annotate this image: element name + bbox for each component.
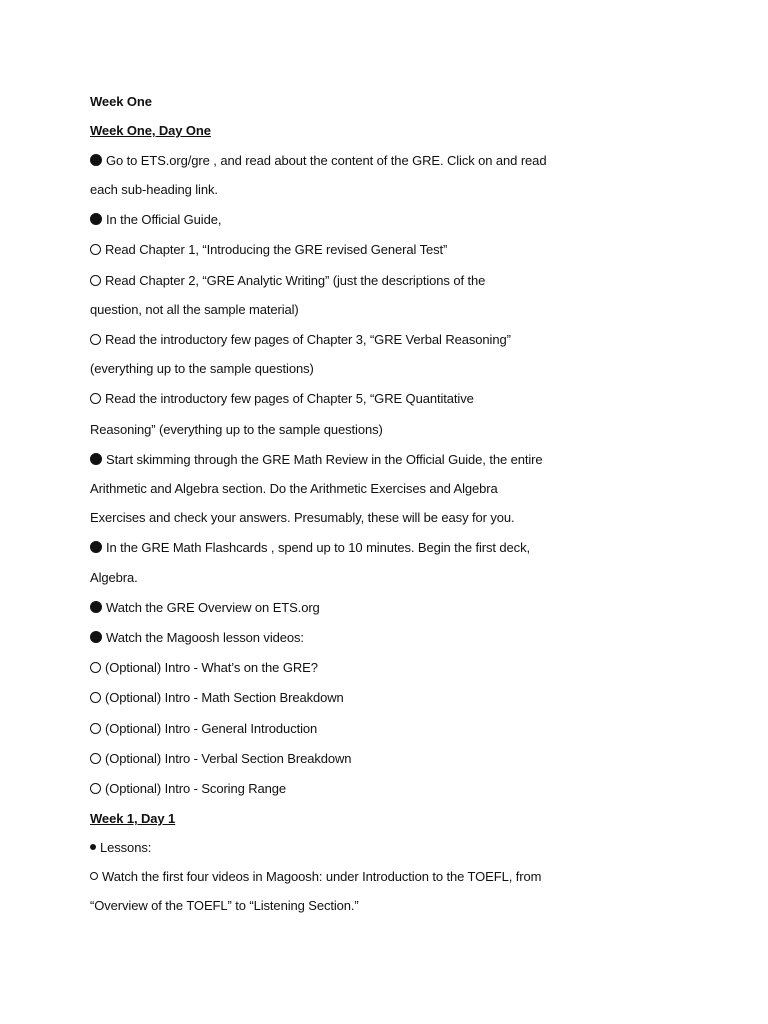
sub-bullet-item [90, 331, 511, 349]
open-bullet-icon [90, 275, 101, 286]
sub-bullet-item [90, 272, 485, 290]
open-bullet-icon [90, 692, 101, 703]
sub-bullet-text: (Optional) Intro - General Introduction [105, 721, 318, 736]
heading-text: Week One [90, 94, 152, 109]
bullet-continuation [90, 569, 138, 587]
sub-bullet-text: “Overview of the TOEFL” to “Listening Section.” [90, 898, 359, 913]
bullet-text: Algebra. [90, 570, 138, 585]
sub-bullet-text: Read Chapter 1, “Introducing the GRE revised General Test” [105, 242, 448, 257]
sub-bullet-item [90, 750, 351, 768]
small-open-bullet-icon [90, 872, 98, 880]
bullet-text: Lessons: [100, 840, 152, 855]
sub-bullet-item [90, 689, 344, 707]
bullet-continuation [90, 480, 498, 498]
filled-bullet-icon [90, 631, 102, 643]
open-bullet-icon [90, 783, 101, 794]
sub-bullet-continuation [90, 360, 314, 378]
subheading-text: Week 1, Day 1 [90, 811, 176, 826]
sub-bullet-item [90, 390, 474, 408]
open-bullet-icon [90, 753, 101, 764]
bullet-text: In the GRE Math Flashcards , spend up to 10 minutes. Begin the first deck, [106, 540, 530, 555]
filled-bullet-icon [90, 453, 102, 465]
filled-bullet-icon [90, 541, 102, 553]
sub-bullet-text: Read the introductory few pages of Chapter 3, “GRE Verbal Reasoning” [105, 332, 511, 347]
bullet-continuation [90, 181, 218, 199]
bullet-text: Watch the Magoosh lesson videos: [106, 630, 304, 645]
subheading-week-one-day-one [90, 122, 211, 140]
filled-bullet-icon [90, 213, 102, 225]
filled-bullet-icon [90, 601, 102, 613]
bullet-text: each sub-heading link. [90, 182, 218, 197]
bullet-text: Start skimming through the GRE Math Review in the Official Guide, the entire [106, 452, 543, 467]
bullet-text: In the Official Guide, [106, 212, 222, 227]
subheading-text: Week One, Day One [90, 123, 211, 138]
bullet-item [90, 211, 221, 229]
sub-bullet-text: Reasoning” (everything up to the sample questions) [90, 422, 383, 437]
sub-bullet-item [90, 868, 541, 886]
bullet-text: Exercises and check your answers. Presumably, these will be easy for you. [90, 510, 515, 525]
sub-bullet-text: (Optional) Intro - What’s on the GRE? [105, 660, 318, 675]
open-bullet-icon [90, 662, 101, 673]
sub-bullet-continuation [90, 301, 299, 319]
sub-bullet-text: Read Chapter 2, “GRE Analytic Writing” (just the descriptions of the [105, 273, 486, 288]
open-bullet-icon [90, 244, 101, 255]
bullet-text: Arithmetic and Algebra section. Do the Arithmetic Exercises and Algebra [90, 481, 498, 496]
bullet-item [90, 451, 543, 469]
sub-bullet-item [90, 659, 318, 677]
sub-bullet-text: Read the introductory few pages of Chapter 5, “GRE Quantitative [105, 391, 474, 406]
sub-bullet-text: (Optional) Intro - Scoring Range [105, 781, 287, 796]
open-bullet-icon [90, 334, 101, 345]
subheading-week-1-day-1 [90, 810, 175, 828]
bullet-item [90, 629, 304, 647]
sub-bullet-continuation [90, 421, 383, 439]
open-bullet-icon [90, 393, 101, 404]
sub-bullet-text: Watch the first four videos in Magoosh: under Introduction to the TOEFL, from [102, 869, 542, 884]
bullet-item [90, 599, 320, 617]
bullet-continuation [90, 509, 515, 527]
heading-week-one [90, 93, 152, 111]
sub-bullet-item [90, 780, 286, 798]
filled-bullet-icon [90, 154, 102, 166]
open-bullet-icon [90, 723, 101, 734]
sub-bullet-text: question, not all the sample material) [90, 302, 299, 317]
bullet-text: Watch the GRE Overview on ETS.org [106, 600, 320, 615]
bullet-text: Go to ETS.org/gre , and read about the content of the GRE. Click on and read [106, 153, 547, 168]
sub-bullet-continuation [90, 897, 359, 915]
bullet-item [90, 539, 530, 557]
sub-bullet-item [90, 720, 317, 738]
sub-bullet-text: (Optional) Intro - Math Section Breakdown [105, 690, 344, 705]
small-filled-bullet-icon [90, 844, 96, 850]
sub-bullet-text: (everything up to the sample questions) [90, 361, 314, 376]
sub-bullet-item [90, 241, 447, 259]
sub-bullet-text: (Optional) Intro - Verbal Section Breakdown [105, 751, 352, 766]
bullet-item [90, 152, 546, 170]
bullet-item [90, 839, 151, 857]
